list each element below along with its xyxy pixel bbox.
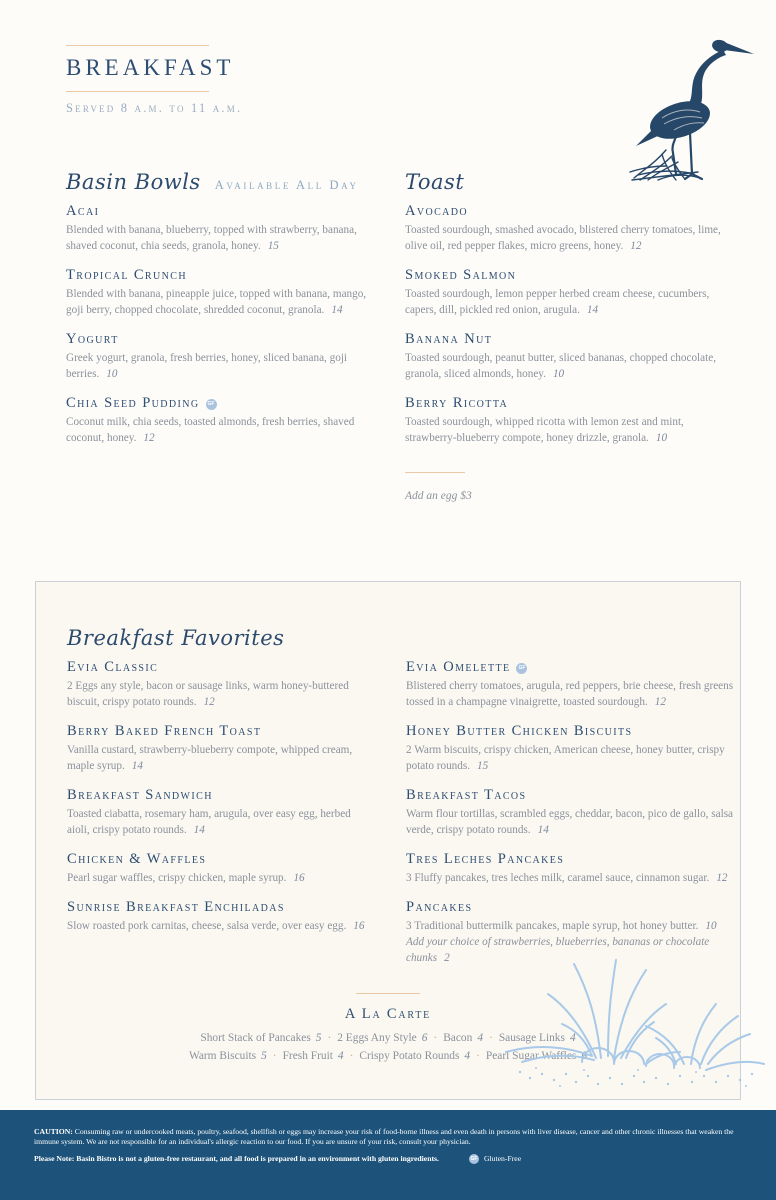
menu-item-addon-note: Add your choice of strawberries, blueberries, bananas or chocolate chunks 2: [406, 936, 710, 964]
menu-item-pancakes: [406, 899, 738, 966]
basin-bowls-heading: Basin Bowls: [66, 170, 201, 194]
menu-item-description: 2 Eggs any style, bacon or sausage links, warm honey-buttered biscuit, crispy potato rounds. 12: [67, 680, 349, 708]
menu-item-price: 14: [131, 760, 143, 772]
menu-item-breakfast-sandwich: [67, 787, 372, 838]
favorites-heading: Breakfast Favorites: [67, 626, 285, 650]
menu-item-avocado: [405, 203, 737, 254]
menu-item-description: Slow roasted pork carnitas, cheese, salsa verde, over easy egg. 16: [67, 920, 365, 932]
alc-price: 6: [421, 1032, 428, 1044]
menu-item-price: 12: [716, 872, 728, 884]
menu-item-title: Chicken & Waffles: [67, 851, 207, 867]
menu-item-price: 14: [537, 824, 549, 836]
caution-label: CAUTION:: [34, 1127, 73, 1136]
menu-item-price: 12: [143, 432, 155, 444]
alc-price: 5: [315, 1032, 322, 1044]
alc-separator: ·: [272, 1050, 277, 1062]
favorites-columns: [67, 659, 740, 979]
a-la-carte-line-2: [36, 1047, 740, 1065]
menu-item-sunrise-breakfast-enchiladas: [67, 899, 372, 934]
menu-item-price: 10: [552, 368, 565, 380]
menu-item-tres-leches-pancakes: [406, 851, 738, 886]
a-la-carte-line-1: [36, 1029, 740, 1047]
available-all-day-note: Available All Day: [214, 178, 359, 192]
menu-item-addon-price: 2: [444, 952, 450, 964]
basin-bowls-heading-row: [66, 170, 371, 194]
menu-item-berry-ricotta: [405, 395, 737, 446]
alc-entry: Bacon 4: [443, 1032, 484, 1044]
alc-separator: ·: [489, 1032, 493, 1044]
menu-item-price: 10: [705, 920, 717, 932]
alc-separator: ·: [327, 1032, 332, 1044]
gluten-free-icon: GF: [516, 663, 527, 674]
gluten-free-icon: GF: [206, 399, 217, 410]
menu-item-yogurt: [66, 331, 371, 382]
caution-text: Consuming raw or undercooked meats, poultry, seafood, shellfish or eggs may increase your risk of food-borne illness and even death in persons with liver disease, cancer and other chronic illnesses that weaken the immune system. We are not responsible for an individual's allergic reaction to our food. If you are unsure of your risk, consult your physician.: [34, 1127, 734, 1146]
alc-entry: Warm Biscuits 5: [188, 1050, 267, 1062]
menu-item-price: 12: [630, 240, 642, 252]
menu-item-description: Coconut milk, chia seeds, toasted almonds, fresh berries, shaved coconut, honey. 12: [66, 416, 355, 444]
menu-item-banana-nut: [405, 331, 737, 382]
menu-item-description: Toasted sourdough, peanut butter, sliced bananas, chopped chocolate, granola, sliced almonds, honey. 10: [405, 352, 716, 380]
alc-price: 4: [337, 1050, 344, 1062]
menu-item-price: 12: [654, 696, 666, 708]
menu-item-price: 12: [203, 696, 215, 708]
menu-item-title: Honey Butter Chicken Biscuits: [406, 723, 633, 739]
serving-hours: Served 8 a.m. to 11 a.m.: [66, 101, 243, 115]
alc-price: 6: [581, 1050, 588, 1062]
menu-item-title: Breakfast Sandwich: [67, 787, 213, 803]
toast-section: [405, 170, 737, 502]
menu-item-price: 15: [477, 760, 489, 772]
menu-item-title: Smoked Salmon: [405, 267, 517, 283]
menu-item-title: Sunrise Breakfast Enchiladas: [67, 899, 285, 915]
gluten-note-text: Please Note: Basin Bistro is not a gluten-free restaurant, and all food is prepared in an environment with gluten ingredients.: [34, 1154, 439, 1164]
footer-disclaimer-bar: [0, 1110, 776, 1200]
menu-item-title: Banana Nut: [405, 331, 493, 347]
a-la-carte-rule: [356, 993, 420, 994]
gluten-note-row: [34, 1154, 742, 1164]
alc-entry: Short Stack of Pancakes 5: [200, 1032, 322, 1044]
header-top-rule: [66, 45, 209, 46]
menu-item-title: Breakfast Tacos: [406, 787, 527, 803]
menu-item-description: Blended with banana, blueberry, topped with strawberry, banana, shaved coconut, chia seeds, granola, honey. 15: [66, 224, 357, 252]
gluten-free-icon: GF: [470, 1155, 478, 1162]
alc-entry: 2 Eggs Any Style 6: [337, 1032, 428, 1044]
menu-item-description: Warm flour tortillas, scrambled eggs, cheddar, bacon, pico de gallo, salsa verde, crispy potato rounds. 14: [406, 808, 734, 836]
alc-entry: Sausage Links 4: [498, 1032, 576, 1044]
breakfast-favorites-box: [35, 581, 741, 1100]
alc-entry: Crispy Potato Rounds 4: [359, 1050, 471, 1062]
favorites-right-column: [406, 659, 738, 979]
basin-bowls-section: [66, 170, 371, 502]
menu-item-description: Greek yogurt, granola, fresh berries, honey, sliced banana, goji berries. 10: [66, 352, 348, 380]
menu-item-description: Toasted sourdough, lemon pepper herbed cream cheese, cucumbers, capers, dill, pickled red onion, arugula. 14: [405, 288, 710, 316]
alc-entry: Pearl Sugar Waffles 6: [485, 1050, 588, 1062]
menu-item-title: Pancakes: [406, 899, 473, 915]
menu-item-smoked-salmon: [405, 267, 737, 318]
menu-item-title: Berry Baked French Toast: [67, 723, 262, 739]
a-la-carte-section: [36, 993, 740, 1065]
menu-item-price: 10: [106, 368, 118, 380]
menu-item-breakfast-tacos: [406, 787, 738, 838]
toast-footnote-rule: [405, 472, 465, 473]
menu-item-chicken-and-waffles: [67, 851, 372, 886]
menu-item-description: Toasted ciabatta, rosemary ham, arugula, over easy egg, herbed aioli, crispy potato rounds. 14: [67, 808, 351, 836]
menu-item-description: Pearl sugar waffles, crispy chicken, maple syrup. 16: [67, 872, 305, 884]
menu-item-price: 16: [293, 872, 305, 884]
alc-separator: ·: [476, 1050, 480, 1062]
menu-item-title: Tropical Crunch: [66, 267, 187, 283]
menu-item-title: Yogurt: [66, 331, 119, 347]
caution-paragraph: [34, 1127, 742, 1147]
menu-item-berry-baked-french-toast: [67, 723, 372, 774]
page-title: BREAKFAST: [66, 55, 235, 80]
menu-item-price: 15: [267, 240, 279, 252]
toast-heading: Toast: [405, 170, 465, 194]
menu-item-title: Evia Omelette GF: [406, 659, 738, 676]
menu-item-description: 3 Traditional buttermilk pancakes, maple syrup, hot honey butter. 10: [406, 920, 717, 932]
add-egg-footnote: Add an egg $3: [405, 490, 472, 502]
menu-item-title: Acai: [66, 203, 100, 219]
menu-item-description: Toasted sourdough, smashed avocado, blistered cherry tomatoes, lime, olive oil, red pepper flakes, micro greens, honey. 12: [405, 224, 721, 252]
menu-item-tropical-crunch: [66, 267, 371, 318]
a-la-carte-heading: A La Carte: [344, 1006, 432, 1022]
menu-item-chia-seed-pudding: [66, 395, 371, 446]
menu-item-price: 14: [193, 824, 205, 836]
menu-item-title: Avocado: [405, 203, 469, 219]
alc-price: 5: [261, 1050, 267, 1062]
alc-separator: ·: [433, 1032, 438, 1044]
alc-price: 4: [464, 1050, 471, 1062]
menu-item-title: Tres Leches Pancakes: [406, 851, 565, 867]
menu-item-description: Vanilla custard, strawberry-blueberry compote, whipped cream, maple syrup. 14: [67, 744, 353, 772]
menu-item-honey-butter-chicken-biscuits: [406, 723, 738, 774]
menu-item-title: Chia Seed Pudding GF: [66, 395, 371, 412]
alc-price: 4: [477, 1032, 484, 1044]
menu-item-description: 2 Warm biscuits, crispy chicken, American cheese, honey butter, crispy potato rounds. 15: [406, 744, 725, 772]
menu-item-description: Blistered cherry tomatoes, arugula, red peppers, brie cheese, fresh greens tossed in a champagne vinaigrette, toasted sourdough. 12: [406, 680, 734, 708]
alc-price: 4: [569, 1032, 576, 1044]
gluten-free-legend: Gluten-Free: [483, 1154, 522, 1164]
menu-item-title: Berry Ricotta: [405, 395, 509, 411]
menu-item-description: Blended with banana, pineapple juice, topped with banana, mango, goji berry, chopped chocolate, shredded coconut, granola. 14: [66, 288, 367, 316]
header-bottom-rule: [66, 91, 209, 92]
menu-item-acai: [66, 203, 371, 254]
heron-icon: [628, 22, 768, 182]
alc-separator: ·: [349, 1050, 354, 1062]
menu-item-price: 10: [655, 432, 668, 444]
menu-item-description: Toasted sourdough, whipped ricotta with lemon zest and mint, strawberry-blueberry compote, honey drizzle, granola. 10: [405, 416, 684, 444]
alc-entry: Fresh Fruit 4: [282, 1050, 344, 1062]
menu-item-price: 16: [353, 920, 365, 932]
menu-item-title: Evia Classic: [67, 659, 159, 675]
menu-item-price: 14: [586, 304, 599, 316]
favorites-heading-row: [67, 626, 740, 650]
favorites-left-column: [67, 659, 372, 979]
heron-illustration: [628, 22, 768, 182]
top-menu-columns: [66, 170, 776, 502]
menu-item-description: 3 Fluffy pancakes, tres leches milk, caramel sauce, cinnamon sugar. 12: [406, 872, 728, 884]
menu-item-evia-omelette: [406, 659, 738, 710]
menu-item-price: 14: [331, 304, 343, 316]
menu-item-evia-classic: [67, 659, 372, 710]
